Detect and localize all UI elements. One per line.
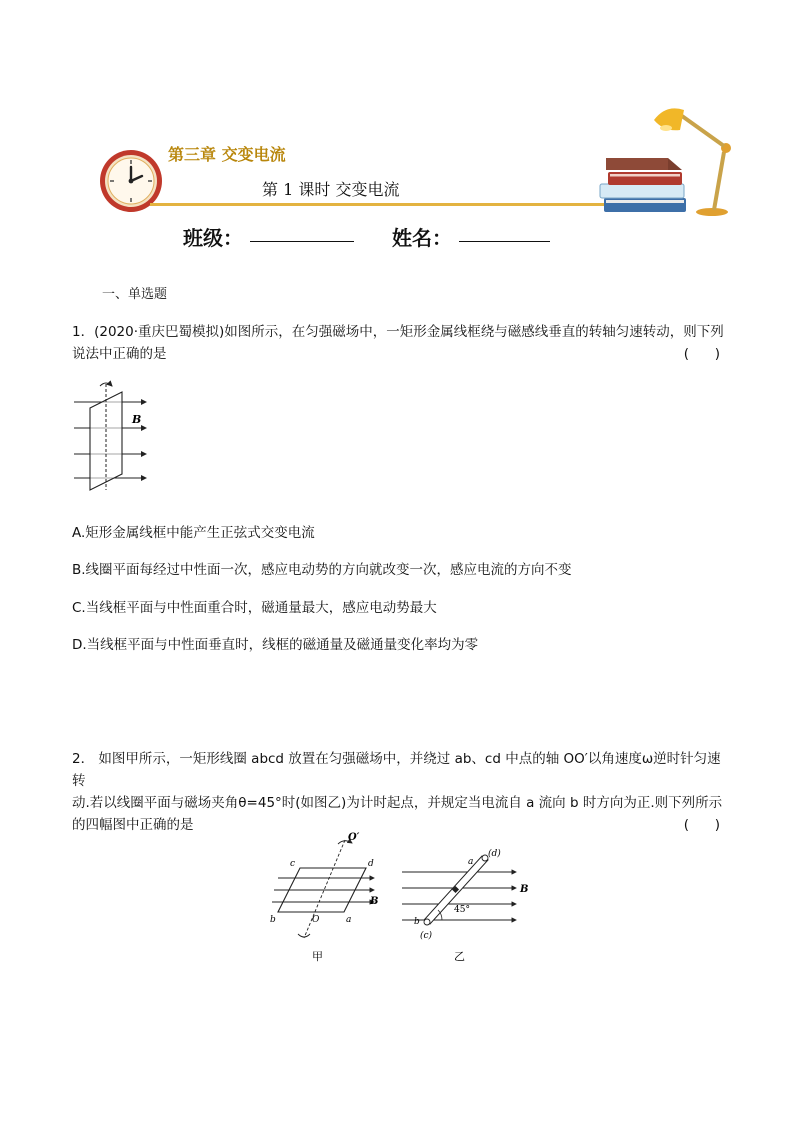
option-a[interactable]: A.矩形金属线框中能产生正弦式交变电流 — [72, 525, 315, 541]
label-o: O — [312, 915, 320, 925]
lesson-title: 第 1 课时 交变电流 — [262, 180, 400, 199]
label-b: b — [414, 917, 420, 927]
question-1-stem — [72, 321, 724, 365]
answer-paren: ( ) — [683, 346, 720, 362]
header-rule — [150, 203, 620, 206]
question-2-line: 的四幅图中正确的是 — [72, 817, 194, 833]
field-label-b: B — [132, 413, 142, 426]
option-c[interactable]: C.当线框平面与中性面重合时，磁通量最大，感应电动势最大 — [72, 600, 437, 616]
label-a: a — [346, 915, 352, 925]
label-o-prime: O′ — [348, 832, 360, 843]
name-label: 姓名： — [392, 226, 452, 250]
question-1-line: 说法中正确的是 — [72, 346, 167, 362]
section-title: 一、单选题 — [102, 287, 168, 302]
figure-caption-yi: 乙 — [454, 950, 465, 963]
label-d: (d) — [488, 849, 501, 859]
question-2-stem — [72, 748, 724, 836]
desk-lamp-icon — [646, 96, 738, 220]
class-label: 班级： — [183, 226, 243, 250]
question-2-figure-right — [398, 842, 536, 966]
label-field-b: B — [370, 896, 379, 907]
option-d[interactable]: D.当线框平面与中性面垂直时，线框的磁通量及磁通量变化率均为零 — [72, 637, 479, 653]
class-blank[interactable] — [250, 241, 354, 242]
question-2-line: 2． 如图甲所示，一矩形线圈 abcd 放置在匀强磁场中，并绕过 ab、cd 中点的轴 OO′以角速度ω逆时针匀速转 — [72, 751, 721, 789]
label-b: b — [270, 915, 276, 925]
option-b[interactable]: B.线圈平面每经过中性面一次，感应电动势的方向就改变一次，感应电流的方向不变 — [72, 562, 572, 578]
question-1-line: 1．(2020·重庆巴蜀模拟)如图所示，在匀强磁场中，一矩形金属线框绕与磁感线垂直的转轴匀速转动，则下列 — [72, 324, 724, 340]
figure-caption-jia: 甲 — [312, 950, 323, 963]
answer-paren: ( ) — [683, 817, 720, 833]
question-1-figure — [70, 378, 160, 494]
label-field-b: B — [520, 884, 529, 895]
question-2-figure-left — [262, 830, 392, 965]
chapter-title: 第三章 交变电流 — [168, 145, 286, 164]
question-2-line: 动.若以线圈平面与磁场夹角θ=45°时(如图乙)为计时起点，并规定当电流自 a 流向 b 时方向为正.则下列所示 — [72, 795, 723, 811]
label-a: a — [468, 857, 474, 867]
name-blank[interactable] — [459, 241, 550, 242]
label-c: c — [290, 859, 296, 869]
label-angle: 45° — [454, 905, 470, 915]
label-c: (c) — [420, 931, 433, 941]
label-d: d — [368, 859, 374, 869]
